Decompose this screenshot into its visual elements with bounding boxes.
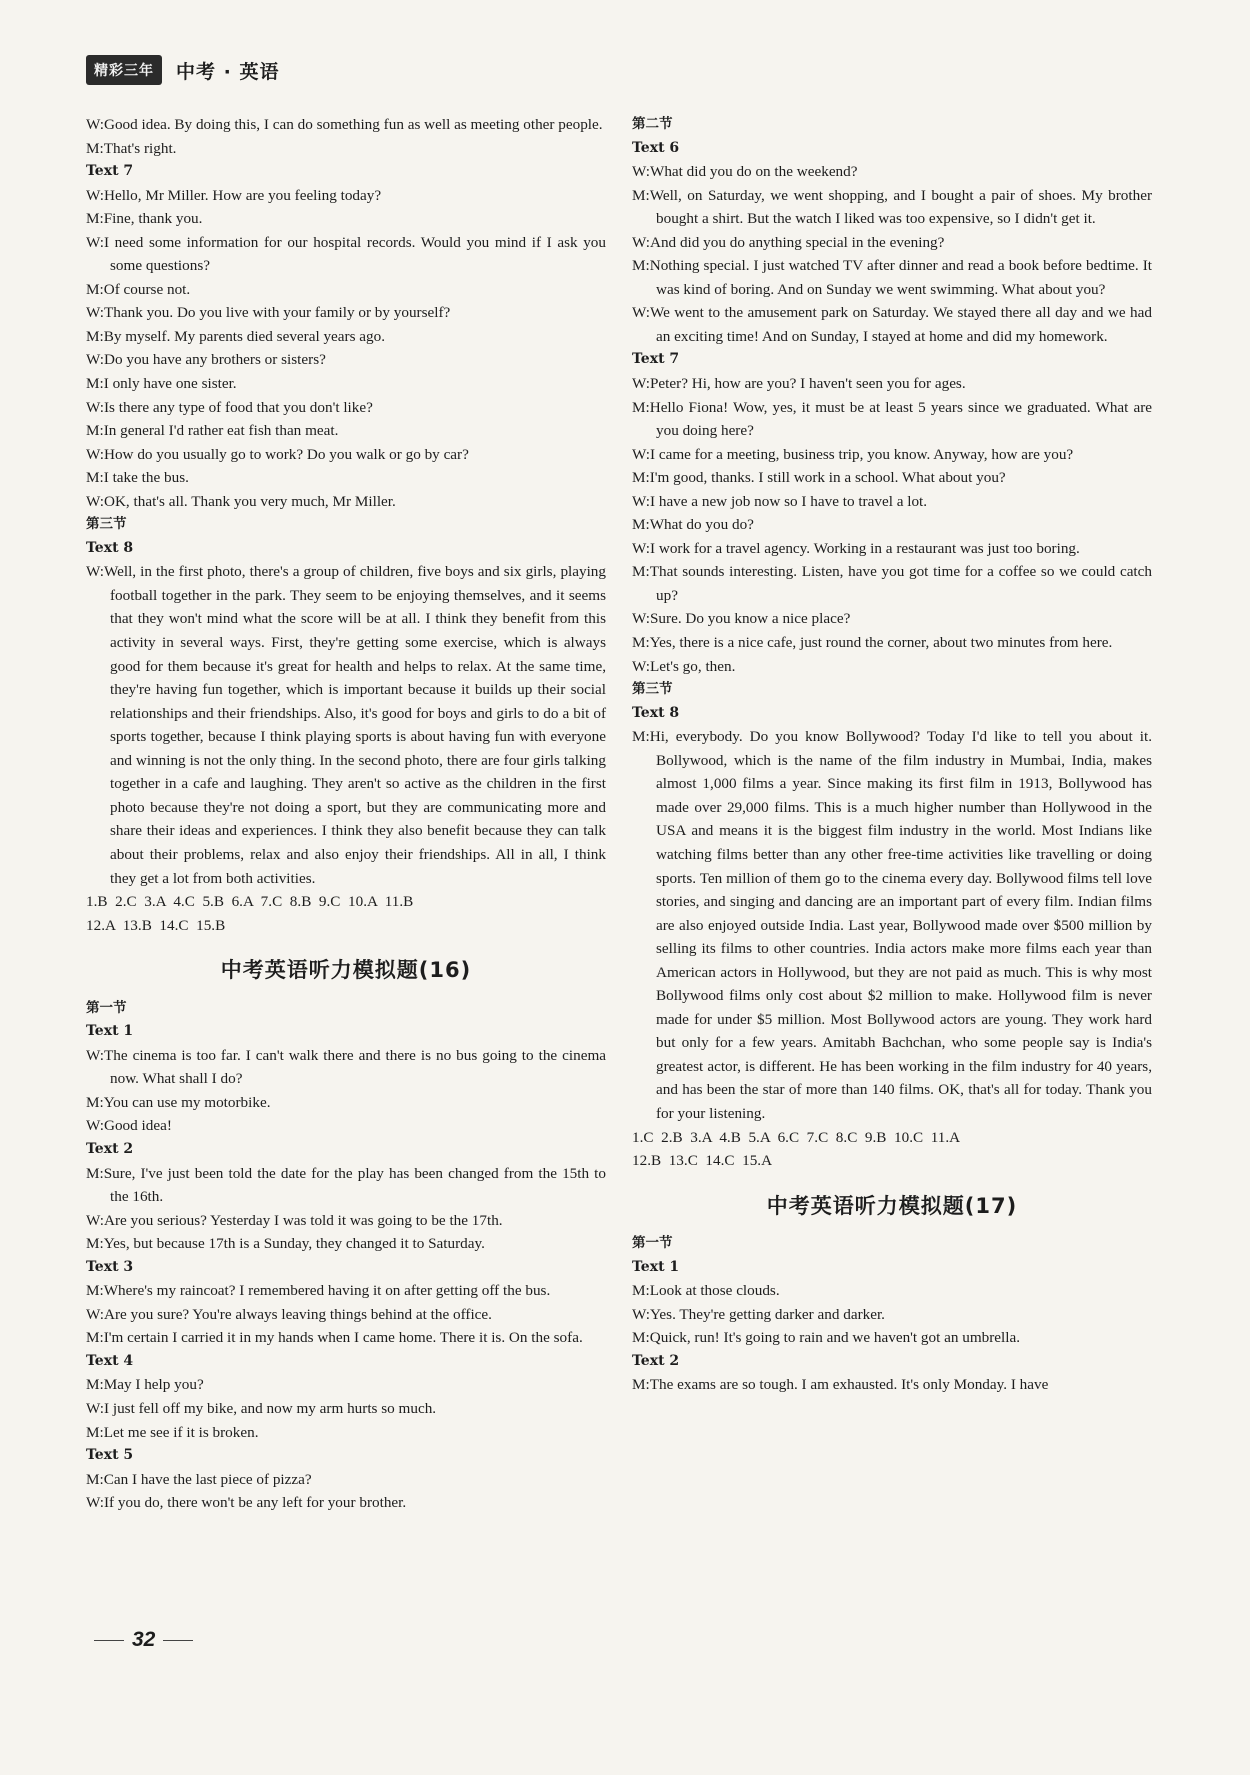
dialogue-line: W:I came for a meeting, business trip, you know. Anyway, how are you? — [632, 445, 1074, 463]
left-column — [86, 113, 606, 1515]
text-label: Text 6 — [632, 139, 680, 156]
page-header — [86, 52, 279, 88]
dialogue-line: M:What do you do? — [632, 516, 754, 534]
right-column — [632, 113, 1152, 1397]
dialogue-line: W:Hello, Mr Miller. How are you feeling today? — [86, 186, 382, 204]
dialogue-line: M:I only have one sister. — [86, 375, 237, 393]
dialogue-line: M:May I help you? — [86, 1376, 204, 1394]
dialogue-line: M:Quick, run! It's going to rain and we haven't got an umbrella. — [632, 1329, 1021, 1347]
text-label: Text 2 — [632, 1352, 680, 1369]
dialogue-line: M:Can I have the last piece of pizza? — [86, 1470, 312, 1488]
section-label: 第三节 — [86, 516, 127, 533]
dialogue-line: W:Do you have any brothers or sisters? — [86, 351, 326, 369]
series-badge: 精彩三年 — [86, 55, 162, 85]
footer-dash-left — [94, 1640, 124, 1641]
dialogue-line: W:Sure. Do you know a nice place? — [632, 610, 851, 628]
subject-title: 中考 · 英语 — [176, 60, 280, 83]
dialogue-line: W:And did you do anything special in the evening? — [632, 233, 945, 251]
dialogue-line: W:We went to the amusement park on Saturday. We stayed there all day and we had an exciting time! And on Sunday, I stayed at home and did my homework. — [632, 304, 1152, 345]
dialogue-line: W:Is there any type of food that you don't like? — [86, 398, 373, 416]
dialogue-line: M:You can use my motorbike. — [86, 1093, 271, 1111]
dialogue-line: M:Look at those clouds. — [632, 1282, 780, 1300]
dialogue-line: W:I work for a travel agency. Working in a restaurant was just too boring. — [632, 539, 1080, 557]
dialogue-line: W:Yes. They're getting darker and darker. — [632, 1305, 885, 1323]
dialogue-line: W:The cinema is too far. I can't walk there and there is no bus going to the cinema now. What shall I do? — [86, 1046, 606, 1088]
text-label: Text 5 — [86, 1447, 134, 1464]
dialogue-line: W:I need some information for our hospital records. Would you mind if I ask you some questions? — [86, 233, 606, 275]
dialogue-line: M:Hi, everybody. Do you know Bollywood? Today I'd like to tell you about it. Bollywood, which is the name of the film industry in Mumbai, India, makes almost 1,000 films a year. Since making its first film in 1913, Bollywood has made over 29,000 films. This is a much higher number than Hollywood in the USA and means it is the biggest film industry in the world. Most Indians like watching films better than any other free-time activities like travelling or doing sports. Ten million of them go to the cinema every day. Bollywood films tell love stories, and singing and dancing are an important part of every film. Indian films are also enjoyed outside India. Last year, Bollywood made over $500 million by selling its films to other countries. India actors make more films each year than American actors in Hollywood, but they are not paid as much. This is why most Bollywood films only cost about $2 million to make. Hollywood film is never made for under $5 million. Most Bollywood actors are young. They work hard but only for a few years. Amitabh Bachchan, who some people say is India's greatest actor, is different. He has been working in the film industry for 40 years, and has been the star of more than 140 films. OK, that's all for today. Thank you for your listening. — [632, 728, 1152, 1122]
text-label: Text 2 — [86, 1140, 134, 1157]
section-label: 第一节 — [632, 1235, 673, 1252]
dialogue-line: M:Yes, there is a nice cafe, just round the corner, about two minutes from here. — [632, 634, 1113, 652]
section-label: 第三节 — [632, 681, 673, 698]
dialogue-line: M:Where's my raincoat? I remembered having it on after getting off the bus. — [86, 1282, 551, 1300]
dialogue-line: M:Fine, thank you. — [86, 210, 203, 228]
section-label: 第一节 — [86, 999, 127, 1016]
dialogue-line: W:Thank you. Do you live with your family or by yourself? — [86, 304, 451, 322]
text-label: Text 7 — [632, 351, 680, 368]
dialogue-line: M:I take the bus. — [86, 469, 189, 487]
page-number: 32 — [132, 1628, 156, 1651]
dialogue-line: W:OK, that's all. Thank you very much, Mr Miller. — [86, 492, 396, 510]
dialogue-line: W:How do you usually go to work? Do you walk or go by car? — [86, 445, 469, 463]
dialogue-line: M:Yes, but because 17th is a Sunday, they changed it to Saturday. — [86, 1235, 485, 1253]
text-label: Text 1 — [86, 1023, 134, 1040]
text-label: Text 7 — [86, 163, 134, 180]
dialogue-line: M:Sure, I've just been told the date for the play has been changed from the 15th to the 16th. — [86, 1164, 606, 1206]
answer-key: 1.C 2.B 3.A 4.B 5.A 6.C 7.C 8.C 9.B 10.C 11.A 12.B 13.C 14.C 15.A — [632, 1128, 961, 1170]
dialogue-line: W:Let's go, then. — [632, 657, 736, 675]
dialogue-line: M:Nothing special. I just watched TV after dinner and read a book before bedtime. It was kind of boring. And on Sunday we went swimming. What about you? — [632, 257, 1152, 298]
dialogue-line: W:I just fell off my bike, and now my arm hurts so much. — [86, 1399, 437, 1417]
dialogue-line: M:By myself. My parents died several years ago. — [86, 327, 386, 345]
dialogue-line: W:I have a new job now so I have to travel a lot. — [632, 492, 928, 510]
dialogue-line: W:If you do, there won't be any left for your brother. — [86, 1494, 407, 1512]
dialogue-line: M:I'm good, thanks. I still work in a school. What about you? — [632, 469, 1006, 487]
dialogue-line: M:The exams are so tough. I am exhausted. It's only Monday. I have — [632, 1376, 1049, 1394]
text-label: Text 8 — [632, 704, 680, 721]
answer-key: 1.B 2.C 3.A 4.C 5.B 6.A 7.C 8.B 9.C 10.A 11.B 12.A 13.B 14.C 15.B — [86, 893, 414, 934]
dialogue-line: W:Are you serious? Yesterday I was told it was going to be the 17th. — [86, 1211, 503, 1229]
text-label: Text 4 — [86, 1352, 134, 1369]
dialogue-line: M:Let me see if it is broken. — [86, 1423, 259, 1441]
dialogue-line: M:I'm certain I carried it in my hands when I came home. There it is. On the sofa. — [86, 1329, 583, 1347]
page-footer — [86, 1628, 201, 1652]
exercise-heading: 中考英语听力模拟题(17) — [766, 1193, 1018, 1218]
dialogue-line: W:Peter? Hi, how are you? I haven't seen you for ages. — [632, 375, 966, 393]
dialogue-line: M:In general I'd rather eat fish than meat. — [86, 422, 339, 440]
dialogue-line: W:What did you do on the weekend? — [632, 163, 858, 181]
dialogue-line: W:Good idea. By doing this, I can do something fun as well as meeting other people. — [86, 116, 603, 133]
dialogue-line: M:That sounds interesting. Listen, have you got time for a coffee so we could catch up? — [632, 563, 1152, 604]
text-label: Text 1 — [632, 1258, 680, 1275]
text-label: Text 3 — [86, 1258, 134, 1275]
text-label: Text 8 — [86, 539, 134, 556]
exercise-heading: 中考英语听力模拟题(16) — [220, 958, 472, 983]
dialogue-line: W:Well, in the first photo, there's a group of children, five boys and six girls, playing football together in the park. They seem to be enjoying themselves, and it seems that they won't mind what the score will be at all. I think they benefit from this activity in several ways. First, they're getting some exercise, which is always good for them because it's great for health and helps to relax. At the same time, they're having fun together, which is important because it builds up their social relationships and their friendships. Also, it's good for boys and girls to do a bit of sports together, because I think playing sports is about having fun with everyone and winning is not the only thing. In the second photo, there are four girls talking together in a cafe and laughing. They aren't so active as the children in the first photo because they're not doing a sport, but they are communicating more and share their ideas and experiences. I think they also benefit because they can talk about their problems, relax and also enjoy their friendships. All in all, I think they get a lot from both activities. — [86, 563, 606, 887]
dialogue-line: M:Well, on Saturday, we went shopping, and I bought a pair of shoes. My brother bought a shirt. But the watch I liked was too expensive, so I didn't get it. — [632, 186, 1152, 228]
dialogue-line: M:That's right. — [86, 139, 177, 157]
footer-dash-right — [163, 1640, 193, 1641]
dialogue-line: M:Hello Fiona! Wow, yes, it must be at least 5 years since we graduated. What are you doing here? — [632, 398, 1152, 440]
dialogue-line: M:Of course not. — [86, 280, 191, 298]
dialogue-line: W:Good idea! — [86, 1117, 172, 1135]
dialogue-line: W:Are you sure? You're always leaving things behind at the office. — [86, 1305, 492, 1323]
section-label: 第二节 — [632, 116, 673, 132]
